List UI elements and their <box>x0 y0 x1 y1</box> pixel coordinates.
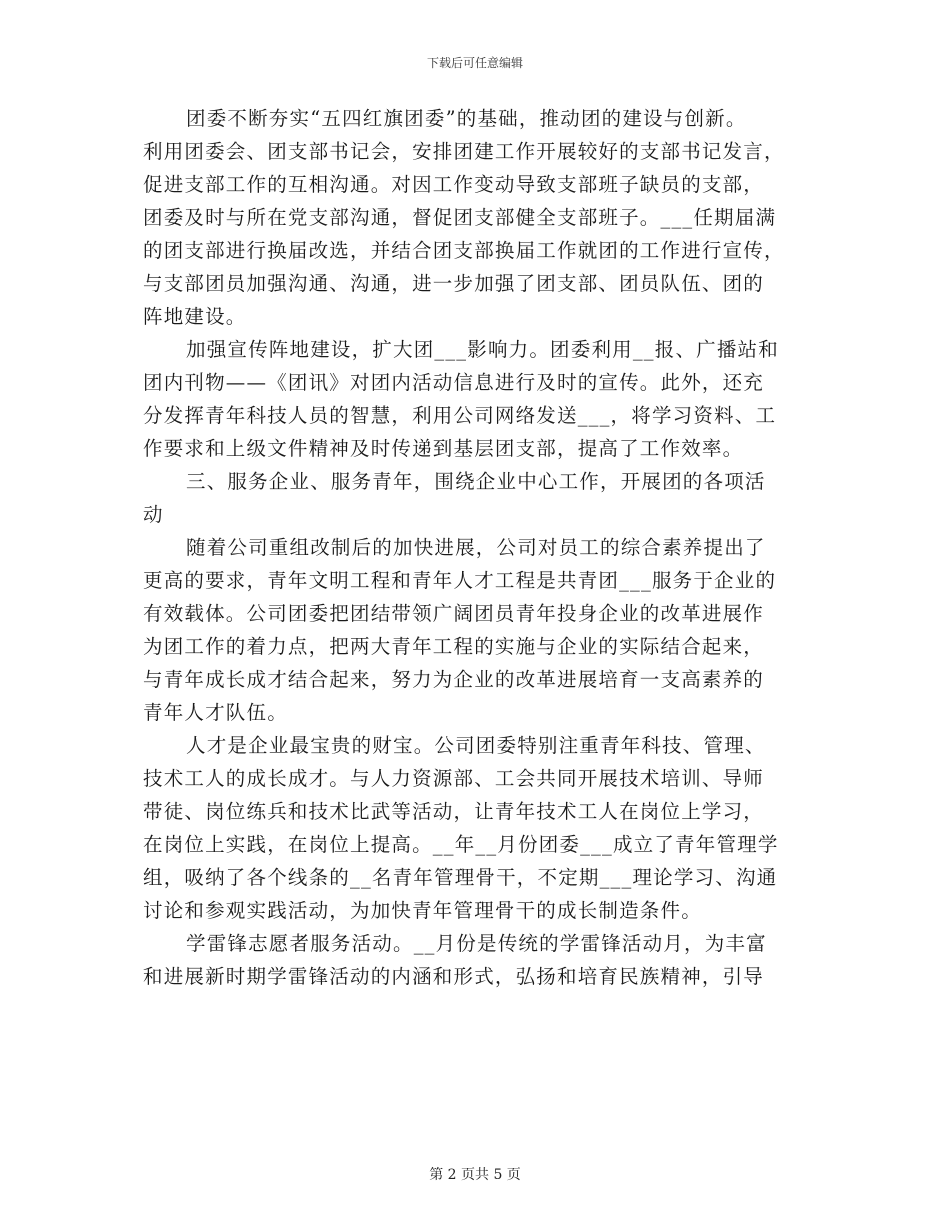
text-line: 作要求和上级文件精神及时传递到基层团支部，提高了工作效率。 <box>143 437 744 460</box>
text-line: 团内刊物——《团讯》对团内活动信息进行及时的宣传。此外，还充 <box>143 371 765 394</box>
text-line: 和进展新时期学雷锋活动的内涵和形式，弘扬和培育民族精神，引导 <box>143 965 765 988</box>
text-line: 团委不断夯实“五四红旗团委”的基础，推动团的建设与创新。 <box>186 107 747 130</box>
text-line: 利用团委会、团支部书记会，安排团建工作开展较好的支部书记发言， <box>143 140 785 163</box>
text-line: 青年人才队伍。 <box>143 701 288 724</box>
text-line: 与青年成长成才结合起来，努力为企业的改革进展培育一支高素养的 <box>143 668 765 691</box>
text-line: 随着公司重组改制后的加快进展，公司对员工的综合素养提出了 <box>186 536 766 559</box>
document-body <box>143 102 809 993</box>
paragraph-5 <box>143 927 809 993</box>
paragraph-2 <box>143 333 809 465</box>
text-line: 组，吸纳了各个线条的__名青年管理骨干，不定期___理论学习、沟通 <box>143 866 778 889</box>
text-line: 阵地建设。 <box>143 305 247 328</box>
paragraph-1 <box>143 102 809 333</box>
text-line: 为团工作的着力点，把两大青年工程的实施与企业的实际结合起来， <box>143 635 765 658</box>
text-line: 动 <box>143 503 164 526</box>
text-line: 有效载体。公司团委把团结带领广阔团员青年投身企业的改革进展作 <box>143 602 765 625</box>
text-line: 的团支部进行换届改选，并结合团支部换届工作就团的工作进行宣传， <box>143 239 785 262</box>
text-line: 带徒、岗位练兵和技术比武等活动，让青年技术工人在岗位上学习， <box>143 800 765 823</box>
text-line: 技术工人的成长成才。与人力资源部、工会共同开展技术培训、导师 <box>143 767 765 790</box>
text-line: 促进支部工作的互相沟通。对因工作变动导致支部班子缺员的支部， <box>143 173 765 196</box>
paragraph-3 <box>143 531 809 729</box>
text-line: 分发挥青年科技人员的智慧，利用公司网络发送___，将学习资料、工 <box>143 404 777 427</box>
paragraph-4 <box>143 729 809 927</box>
text-line: 三、服务企业、服务青年，围绕企业中心工作，开展团的各项活 <box>186 470 766 493</box>
text-line: 讨论和参观实践活动，为加快青年管理骨干的成长制造条件。 <box>143 899 702 922</box>
text-line: 团委及时与所在党支部沟通，督促团支部健全支部班子。___任期届满 <box>143 206 777 229</box>
text-line: 人才是企业最宝贵的财宝。公司团委特别注重青年科技、管理、 <box>186 734 766 757</box>
text-line: 与支部团员加强沟通、沟通，进一步加强了团支部、团员队伍、团的 <box>143 272 765 295</box>
text-line: 更高的要求，青年文明工程和青年人才工程是共青团___服务于企业的 <box>143 569 777 592</box>
page-header: 下载后可任意编辑 <box>426 56 523 70</box>
text-line: 在岗位上实践，在岗位上提高。__年__月份团委___成立了青年管理学 <box>143 833 779 856</box>
page-number-footer: 第 2 页共 5 页 <box>429 1167 521 1183</box>
text-line: 学雷锋志愿者服务活动。__月份是传统的学雷锋活动月，为丰富 <box>186 932 767 955</box>
section-heading <box>143 465 809 531</box>
text-line: 加强宣传阵地建设，扩大团___影响力。团委利用__报、广播站和 <box>186 338 779 361</box>
